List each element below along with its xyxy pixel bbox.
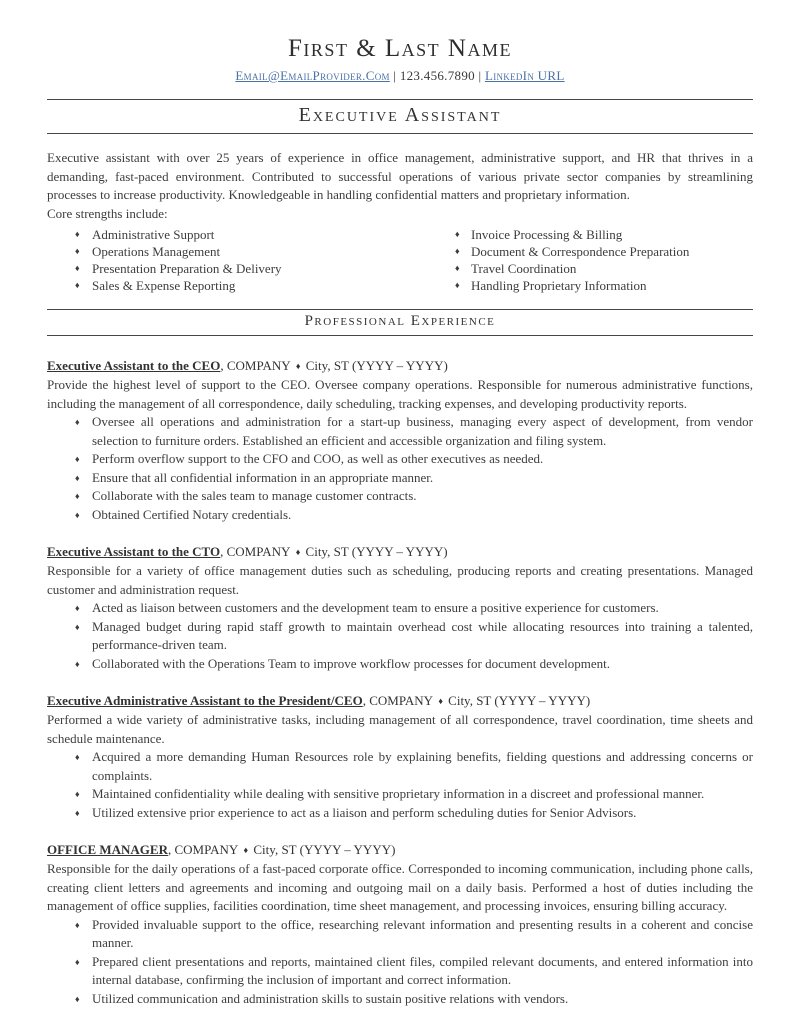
list-item (47, 506, 753, 525)
email-link[interactable]: Email@EmailProvider.Com (235, 68, 390, 83)
diamond-bullet-icon: ♦ (75, 229, 80, 239)
list-item (47, 413, 753, 450)
job-entry (47, 543, 753, 673)
phone-number: 123.456.7890 (399, 68, 475, 83)
job-bullet: Collaborate with the sales team to manage customer contracts. (92, 488, 417, 503)
diamond-bullet-icon: ♦ (75, 263, 80, 273)
job-title: Executive Assistant to the CTO (47, 544, 221, 559)
strength-label: Operations Management (92, 244, 221, 259)
list-item (47, 785, 753, 804)
diamond-bullet-icon: ♦ (75, 454, 80, 464)
strength-label: Invoice Processing & Billing (471, 227, 623, 242)
diamond-bullet-icon: ♦ (75, 658, 80, 669)
list-item (47, 260, 400, 277)
job-location: City, ST (YYYY – YYYY) (253, 842, 396, 857)
comma-separator: , (220, 544, 227, 559)
job-bullet: Utilized extensive prior experience to act as a liaison and perform scheduling duties for Senior Advisors. (92, 804, 637, 820)
core-strengths-list (47, 226, 753, 294)
job-bullet: Utilized communication and administration skills to sustain positive relations with vendors. (92, 990, 569, 1006)
job-heading (47, 543, 753, 561)
diamond-bullet-icon: ♦ (75, 789, 80, 799)
job-entry (47, 357, 753, 524)
diamond-separator-icon: ♦ (438, 696, 443, 706)
core-strengths-right-column (400, 226, 753, 294)
job-bullet: Maintained confidentiality while dealing with sensitive proprietary information in a discreet and professional manner. (92, 786, 705, 801)
diamond-bullet-icon: ♦ (75, 956, 80, 967)
list-item (47, 655, 753, 674)
contact-separator: | (474, 68, 485, 83)
job-entry (47, 841, 753, 1008)
diamond-bullet-icon: ♦ (75, 417, 80, 427)
list-item (47, 916, 753, 953)
comma-separator: , (167, 842, 175, 857)
job-bullet-list (47, 916, 753, 1009)
job-title: Executive Administrative Assistant to the President/CEO (47, 693, 363, 708)
list-item (400, 226, 753, 243)
diamond-bullet-icon: ♦ (75, 603, 80, 613)
job-bullet: Collaborated with the Operations Team to improve workflow processes for document development. (92, 655, 610, 671)
job-bullet-list (47, 413, 753, 524)
core-strengths-label: Core strengths include: (47, 205, 168, 221)
summary-paragraph: Executive assistant with over 25 years of experience in office management, administrative support, and HR that thrives in a demanding, fast-paced environment. Contributed to successful operations of various private sector companies by streamlining processes to increase productivity. Knowledgeable in handling confidential matters and proprietary information. (47, 150, 753, 202)
diamond-bullet-icon: ♦ (75, 993, 80, 1004)
list-item (400, 243, 753, 260)
section-title: Professional Experience (304, 313, 496, 329)
job-bullet: Acquired a more demanding Human Resources role by explaining benefits, fielding questions and addressing concerns or complaints. (92, 749, 753, 783)
job-bullet: Oversee all operations and administration for a start-up business, managing every aspect of development, from vendor selection to furniture orders. Established an efficient and accessible organization and filing system. (92, 414, 753, 448)
job-company: COMPANY (226, 544, 291, 559)
contact-line (47, 67, 753, 85)
comma-separator: , (220, 358, 227, 373)
job-description: Responsible for a variety of office management duties such as scheduling, producing reports and creating presentations. Managed customer and administration request. (47, 563, 753, 597)
job-bullet: Provided invaluable support to the office, researching relevant information and presenting results in a coherent and concise manner. (92, 916, 753, 950)
job-bullet-list (47, 748, 753, 822)
diamond-bullet-icon: ♦ (75, 807, 80, 818)
list-item (47, 277, 400, 294)
diamond-separator-icon: ♦ (295, 547, 301, 557)
job-title: OFFICE MANAGER (47, 842, 168, 857)
strength-label: Sales & Expense Reporting (92, 278, 236, 293)
list-item (400, 260, 753, 277)
strength-label: Administrative Support (92, 227, 215, 242)
job-description: Provide the highest level of support to the CEO. Oversee company operations. Responsible for numerous administrative functions, including the management of all correspondence, daily scheduling, tracking expenses, and developing productivity reports. (47, 377, 753, 411)
list-item (47, 748, 753, 785)
list-item (47, 243, 400, 260)
job-heading (47, 692, 753, 710)
job-bullet: Perform overflow support to the CFO and COO, as well as other executives as needed. (92, 451, 544, 466)
list-item (47, 599, 753, 618)
strength-label: Handling Proprietary Information (471, 278, 647, 293)
job-company: COMPANY (369, 693, 434, 708)
diamond-bullet-icon: ♦ (75, 752, 80, 762)
list-item (47, 487, 753, 506)
strength-label: Document & Correspondence Preparation (471, 244, 690, 259)
list-item (47, 618, 753, 655)
diamond-bullet-icon: ♦ (455, 263, 460, 273)
core-strengths-left-column (47, 226, 400, 294)
job-heading (47, 357, 753, 375)
linkedin-link[interactable]: LinkedIn URL (484, 68, 565, 83)
job-bullet: Obtained Certified Notary credentials. (92, 506, 292, 522)
strength-label: Presentation Preparation & Delivery (92, 261, 282, 276)
diamond-bullet-icon: ♦ (455, 229, 460, 239)
job-description: Responsible for the daily operations of a fast-paced corporate office. Corresponded to incoming communication, including phone calls, creating client letters and agreements and incoming and outgoing mail on a daily basis. Performed a host of duties including the management of office supplies, facilities coordination, time sheet management, and processing invoices, ensuring billing accuracy. (47, 861, 753, 913)
job-bullet: Ensure that all confidential information in an appropriate manner. (92, 469, 434, 485)
job-bullet: Acted as liaison between customers and the development team to ensure a positive experience for customers. (92, 600, 659, 615)
list-item (47, 953, 753, 990)
job-location: City, ST (YYYY – YYYY) (305, 358, 448, 373)
list-item (47, 990, 753, 1009)
job-description: Performed a wide variety of administrative tasks, including management of all correspondence, travel coordination, time sheets and schedule maintenance. (47, 712, 753, 746)
diamond-bullet-icon: ♦ (75, 246, 80, 256)
list-item (47, 804, 753, 823)
diamond-bullet-icon: ♦ (75, 621, 80, 632)
diamond-bullet-icon: ♦ (455, 280, 460, 290)
candidate-name: First & Last Name (288, 35, 512, 62)
job-entry (47, 692, 753, 822)
document-title: Executive Assistant (298, 104, 502, 126)
job-title: Executive Assistant to the CEO (47, 358, 221, 373)
job-bullet-list (47, 599, 753, 673)
diamond-separator-icon: ♦ (243, 845, 249, 855)
diamond-bullet-icon: ♦ (75, 919, 80, 930)
section-header-professional-experience (47, 309, 753, 336)
diamond-bullet-icon: ♦ (75, 472, 80, 483)
job-company: COMPANY (174, 842, 239, 857)
list-item (400, 277, 753, 294)
contact-separator: | (389, 68, 400, 83)
diamond-bullet-icon: ♦ (75, 491, 80, 501)
job-bullet: Prepared client presentations and reports, maintained client files, compiled relevant documents, and entered information into internal database, confirming the inclusion of important and correct information. (92, 953, 753, 987)
list-item (47, 226, 400, 243)
diamond-separator-icon: ♦ (295, 361, 301, 371)
diamond-bullet-icon: ♦ (75, 280, 80, 290)
job-bullet: Managed budget during rapid staff growth to maintain overhead cost while allocating resources into training a talented, performance-driven team. (92, 618, 753, 652)
job-location: City, ST (YYYY – YYYY) (448, 693, 591, 708)
list-item (47, 450, 753, 469)
diamond-bullet-icon: ♦ (75, 509, 80, 520)
comma-separator: , (362, 693, 370, 708)
job-company: COMPANY (226, 358, 291, 373)
list-item (47, 469, 753, 488)
document-title-block (47, 99, 753, 134)
job-location: City, ST (YYYY – YYYY) (305, 544, 448, 559)
diamond-bullet-icon: ♦ (455, 246, 460, 256)
strength-label: Travel Coordination (471, 261, 577, 276)
job-heading (47, 841, 753, 859)
